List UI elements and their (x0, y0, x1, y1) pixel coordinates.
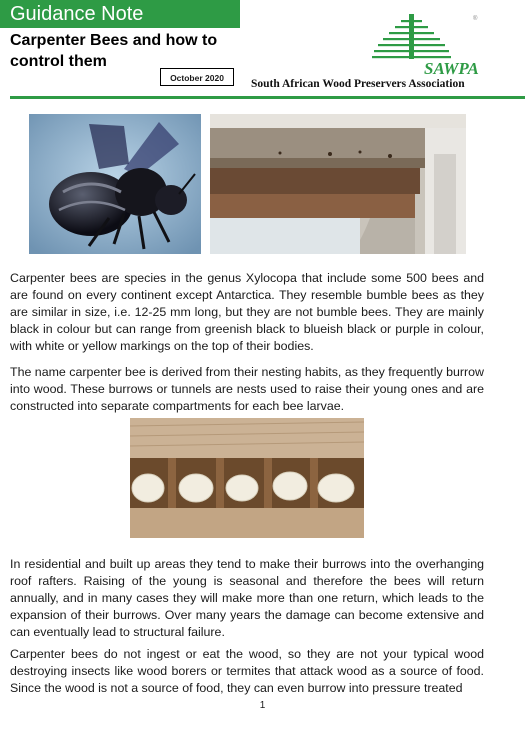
body-paragraph-4: Carpenter bees do not ingest or eat the wood, so they are not your typical wood destroying insects like wood borers or termites that attack wood as a source of food. Since the wood is not a source of food, they can even burrow into pressure treated (10, 647, 484, 695)
date-box: October 2020 (160, 68, 234, 86)
body-paragraph-2: The name carpenter bee is derived from their nesting habits, as they frequently burrow into wood. These burrows or tunnels are nests used to raise their young ones and are constructed into separate compartments for each bee larvae. (10, 365, 484, 413)
header-divider (10, 96, 525, 99)
trademark-mark: ® (473, 16, 478, 22)
sawpa-logo (372, 14, 482, 76)
guidance-note-banner: Guidance Note (0, 0, 240, 28)
document-title: Carpenter Bees and how to control them (10, 32, 218, 70)
association-name: South African Wood Preservers Association (251, 78, 465, 90)
larvae-tunnel-photo (130, 418, 364, 538)
body-paragraph-1: Carpenter bees are species in the genus Xylocopa that include some 500 bees and are found on every continent except Antarctica. They resemble bumble bees as they are similar in size, i.e. 12-25 mm long, but they are not bumble bees. They are mainly black in colour but can range from greenish black to blueish black or purple in colour, with white or yellow markings on the top of their bodies. (10, 271, 484, 353)
logo-wordmark: SAWPA (424, 59, 479, 76)
carpenter-bee-photo (29, 114, 201, 254)
body-paragraph-3: In residential and built up areas they tend to make their burrows into the overhanging roof rafters. Raising of the young is seasonal and therefore the bees will return annually, and in many cases they will make more than one return, which leads to the expansion of their burrows. Over many years the damage can become extensive and can eventually lead to structural failure. (10, 557, 484, 639)
page-number: 1 (259, 700, 266, 711)
roof-rafter-burrow-photo (210, 114, 466, 254)
